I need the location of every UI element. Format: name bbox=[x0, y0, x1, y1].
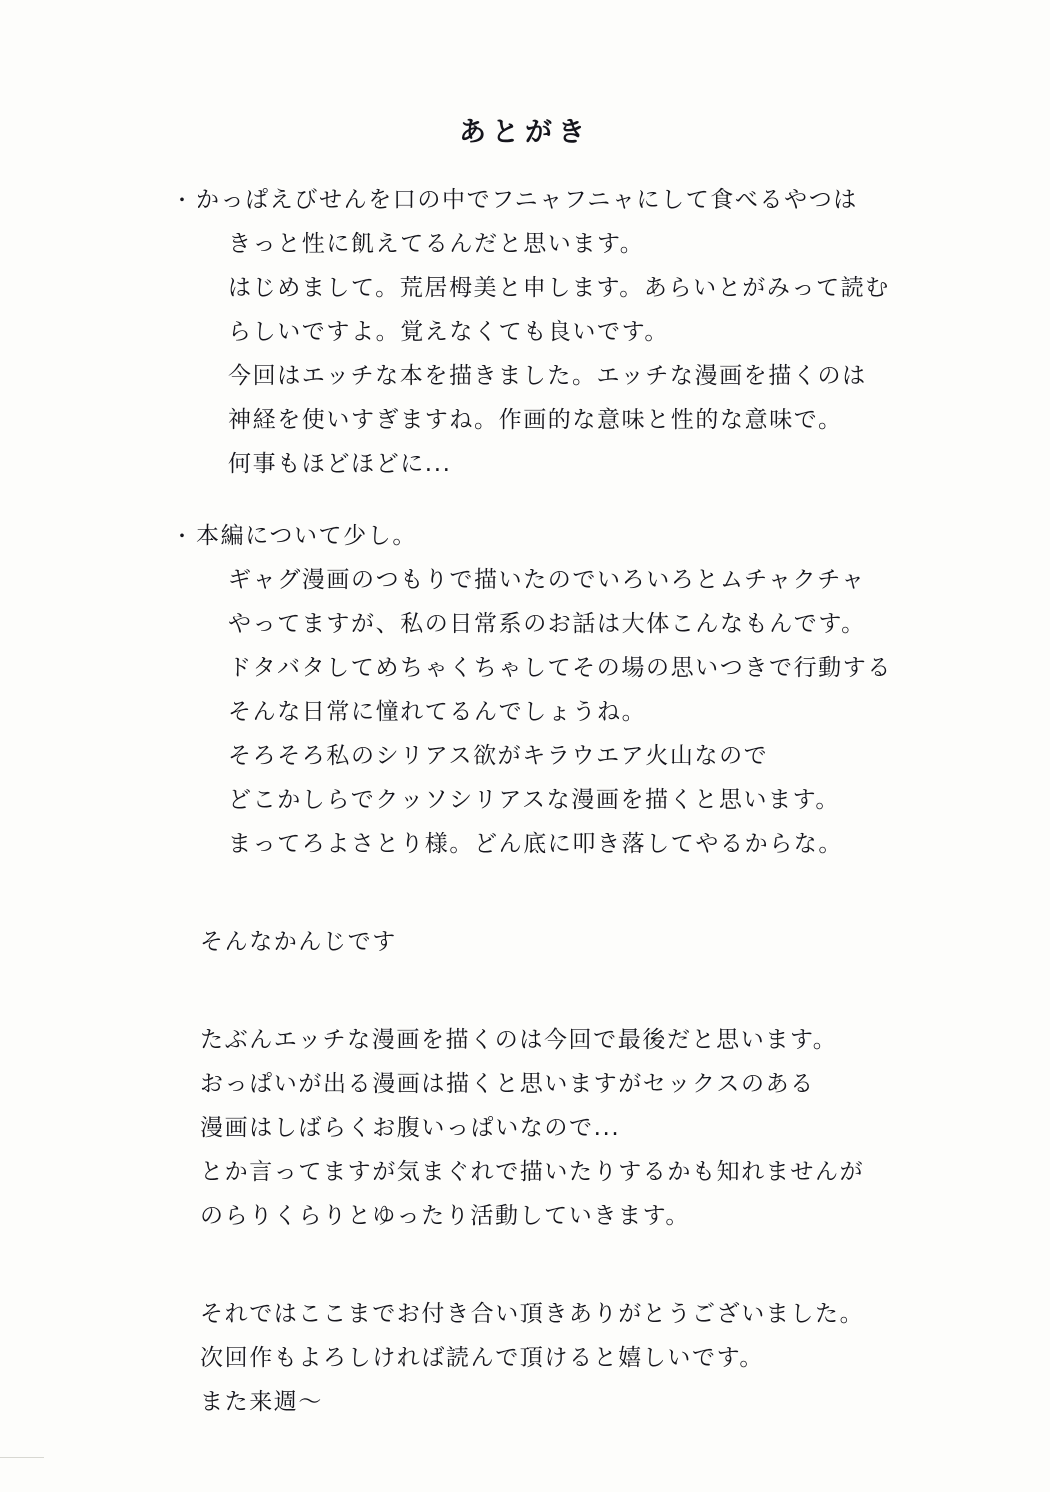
section-spacer bbox=[168, 974, 968, 1018]
text-line: そんなかんじです bbox=[200, 929, 397, 955]
text-line: はじめまして。荒居栂美と申します。あらいとがみって読む bbox=[228, 275, 890, 301]
text-line: やってますが、私の日常系のお話は大体こんなもんです。 bbox=[228, 611, 866, 637]
text-line: らしいですよ。覚えなくても良いです。 bbox=[228, 319, 669, 345]
text-line: ドタバタしてめちゃくちゃしてその場の思いつきで行動する bbox=[228, 655, 892, 681]
bullet-icon: ・ bbox=[172, 524, 192, 548]
text-line: そろそろ私のシリアス欲がキラウエア火山なので bbox=[228, 743, 769, 769]
section-spacer bbox=[168, 1248, 968, 1292]
text-line: どこかしらでクッソシリアスな漫画を描くと思います。 bbox=[228, 787, 841, 813]
section-closing-note bbox=[168, 920, 968, 964]
text-line: まってろよさとり様。どん底に叩き落してやるからな。 bbox=[228, 831, 843, 857]
text-line: 次回作もよろしければ読んで頂けると嬉しいです。 bbox=[200, 1345, 764, 1371]
text-line: とか言ってますが気まぐれで描いたりするかも知れませんが bbox=[200, 1159, 865, 1185]
text-line: そんな日常に憧れてるんでしょうね。 bbox=[228, 699, 647, 725]
text-line: 本編について少し。 bbox=[196, 523, 417, 549]
bullet-row bbox=[168, 514, 968, 866]
section-greeting bbox=[168, 178, 968, 486]
text-line: きっと性に飢えてるんだと思います。 bbox=[228, 231, 645, 257]
bullet-icon: ・ bbox=[172, 188, 192, 212]
text-line: 漫画はしばらくお腹いっぱいなので... bbox=[200, 1115, 621, 1141]
page-title: あとがき bbox=[459, 117, 591, 149]
text-line: 今回はエッチな本を描きました。エッチな漫画を描くのは bbox=[228, 363, 867, 389]
section-spacer bbox=[168, 876, 968, 920]
afterword-body bbox=[168, 178, 968, 1434]
text-line: おっぱいが出る漫画は描くと思いますがセックスのある bbox=[200, 1071, 815, 1097]
text-line: かっぱえびせんを口の中でフニャフニャにして食べるやつは bbox=[196, 187, 858, 213]
text-line: のらりくらりとゆったり活動していきます。 bbox=[200, 1203, 690, 1229]
text-line: それではここまでお付き合い頂きありがとうございました。 bbox=[200, 1301, 865, 1327]
section-about-main-story bbox=[168, 514, 968, 866]
text-line: たぶんエッチな漫画を描くのは今回で最後だと思います。 bbox=[200, 1027, 838, 1053]
bullet-row bbox=[168, 178, 968, 486]
section-spacer bbox=[168, 496, 968, 514]
page-edge-mark bbox=[0, 1457, 44, 1458]
paragraph-lines bbox=[196, 514, 968, 866]
text-line: 神経を使いすぎますね。作画的な意味と性的な意味で。 bbox=[228, 407, 843, 433]
text-line: ギャグ漫画のつもりで描いたのでいろいろとムチャクチャ bbox=[228, 567, 866, 593]
section-future-plans bbox=[168, 1018, 968, 1238]
text-line: 何事もほどほどに... bbox=[228, 451, 452, 477]
paragraph-lines bbox=[196, 178, 968, 486]
section-thanks bbox=[168, 1292, 968, 1424]
text-line: また来週〜 bbox=[200, 1389, 323, 1415]
